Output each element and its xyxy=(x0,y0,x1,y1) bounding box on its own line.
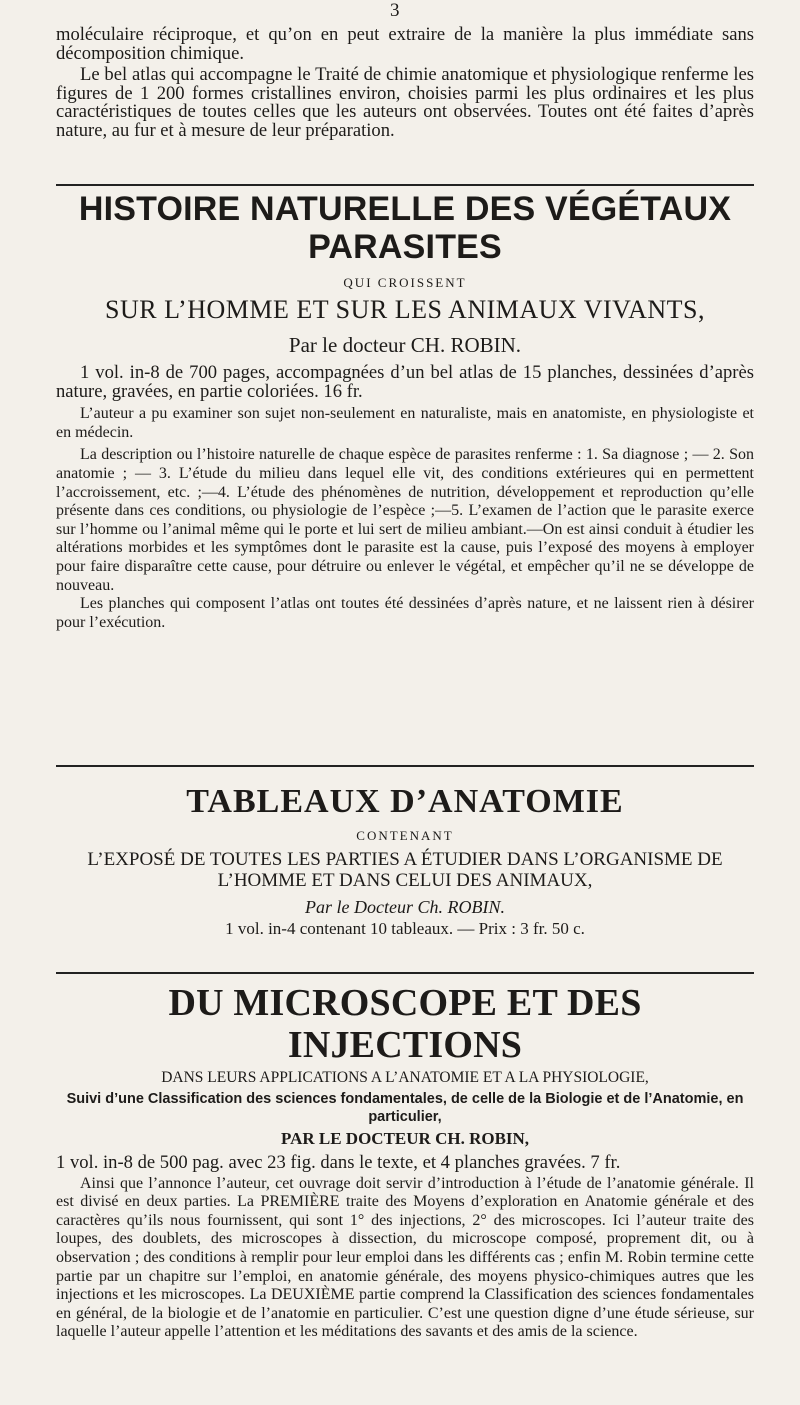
book-title: HISTOIRE NATURELLE DES VÉGÉTAUX PARASITES xyxy=(78,190,732,266)
book-description: 1 vol. in-8 de 700 pages, accompagnées d’un bel atlas de 15 planches, dessinées d’après nature, gravées, en partie coloriées. 16 fr. xyxy=(56,362,754,402)
book-subtitle: L’EXPOSÉ DE TOUTES LES PARTIES A ÉTUDIER DANS L’ORGANISME DE L’HOMME ET DANS CELUI DES ANIMAUX, xyxy=(87,849,723,891)
book-series-line: Suivi d’une Classification des sciences fondamentales, de celle de la Biologie et de l’Anatomie, en particulier, xyxy=(66,1091,744,1125)
book-title: DU MICROSCOPE ET DES INJECTIONS xyxy=(168,982,642,1066)
book-subtitle: DANS LEURS APPLICATIONS A L’ANATOMIE ET A LA PHYSIOLOGIE, xyxy=(161,1069,649,1086)
book-parasites xyxy=(56,184,754,632)
book-paragraph-3: Les planches qui composent l’atlas ont toutes été dessinées d’après nature, et ne laissent rien à désirer pour l’exécution. xyxy=(56,595,754,631)
book-author: Par le docteur CH. ROBIN. xyxy=(288,333,522,357)
book-title: TABLEAUX D’ANATOMIE xyxy=(186,783,624,820)
book-description: 1 vol. in-8 de 500 pag. avec 23 fig. dans le texte, et 4 planches gravées. 7 fr. xyxy=(56,1152,621,1173)
book-paragraph-2: La description ou l’histoire naturelle de chaque espèce de parasites renferme : 1. Sa diagnose ; — 2. Son anatomie ; — 3. L’étude du milieu dans lequel elle vit, des conditions extérieures qui en permettent l’accroissement, etc. ;—4. L’étude des phénomènes de nutrition, développement et reproduction qu’elle présente dans ces conditions, ou physiologie de l’espèce ;—5. L’examen de l’action que le parasite exerce sur l’homme ou l’animal même qui le porte et lui sert de milieu ambiant.—On est ainsi conduit à étudier les altérations morbides et les symptômes dont le parasite est la cause, puis l’exposé des moyens à employer pour faire disparaître cette cause, pour détruire ou enlever le végétal, et empêcher qu’il ne se développe de nouveau. xyxy=(56,446,754,594)
book-description: 1 vol. in-4 contenant 10 tableaux. — Prix : 3 fr. 50 c. xyxy=(225,919,585,938)
book-paragraph-1: L’auteur a pu examiner son sujet non-seulement en naturaliste, mais en anatomiste, en physiologiste et en médecin. xyxy=(56,405,754,441)
page-number: 3 xyxy=(390,0,400,21)
top-section xyxy=(56,26,754,141)
book-microscope xyxy=(56,972,754,1342)
book-author: PAR LE DOCTEUR CH. ROBIN, xyxy=(280,1129,530,1148)
top-paragraph-2: Le bel atlas qui accompagne le Traité de chimie anatomique et physiologique renferme les figures de 1 200 formes cristallines environ, choisies parmi les plus ordinaires et les plus caractéristiques de toutes celles que les auteurs ont observées. Toutes ont été faites d’après nature, au fur et à mesure de leur préparation. xyxy=(56,64,754,141)
divider xyxy=(56,972,754,974)
book-paragraph: Ainsi que l’annonce l’auteur, cet ouvrage doit servir d’introduction à l’étude de l’anatomie générale. Il est divisé en deux parties. La PREMIÈRE traite des Moyens d’exploration en Anatomie générale et des caractères qu’ils nous fournissent, qui sont 1° des injections, 2° des microscopes. Ici l’auteur traite des loupes, des doublets, des microscopes à dissection, du microscope composé, proprement dit, ou à observation ; des conditions à remplir pour leur emploi dans les différents cas ; enfin M. Robin termine cette partie par un chapitre sur l’emploi, en anatomie générale, des moyens physico-chimiques autres que les injections et les microscopes. La DEUXIÈME partie comprend la Classification des sciences fondamentales en général, de la biologie et de l’anatomie en particulier. C’est une question digne d’une étude sérieuse, sur laquelle l’auteur appelle l’attention et les méditations des savants et des amis de la science. xyxy=(56,1174,754,1341)
book-author: Par le Docteur Ch. ROBIN. xyxy=(305,897,505,917)
book-subheading: QUI CROISSENT xyxy=(343,275,467,290)
book-subtitle: SUR L’HOMME ET SUR LES ANIMAUX VIVANTS, xyxy=(104,295,705,324)
divider xyxy=(56,184,754,186)
book-subheading: CONTENANT xyxy=(356,828,454,843)
top-paragraph-1: moléculaire réciproque, et qu’on en peut extraire de la manière la plus immédiate sans décomposition chimique. xyxy=(56,24,754,64)
book-tableaux xyxy=(56,765,754,939)
divider xyxy=(56,765,754,767)
